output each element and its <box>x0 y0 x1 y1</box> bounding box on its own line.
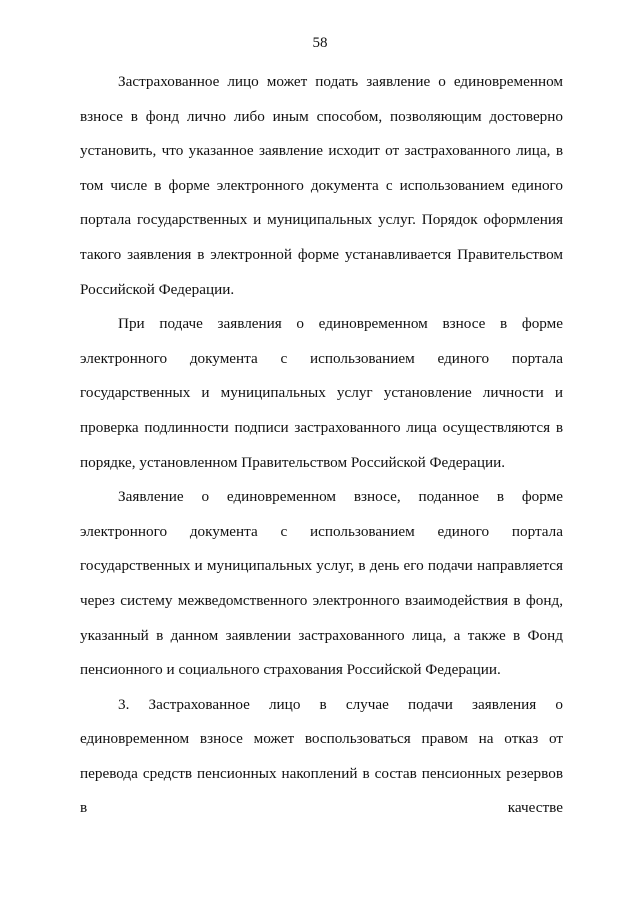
paragraph-3: Заявление о единовременном взносе, поданное в форме электронного документа с использованием единого портала государственных и муниципальных услуг, в день его подачи направляется через систему межведомственного электронного взаимодействия в фонд, указанный в данном заявлении застрахованного лица, а также в Фонд пенсионного и социального страхования Российской Федерации. <box>80 488 563 679</box>
paragraph-2: При подаче заявления о единовременном взносе в форме электронного документа с использованием единого портала государственных и муниципальных услуг установление личности и проверка подлинности подписи застрахованного лица осуществляются в порядке, установленном Правительством Российской Федерации. <box>80 315 563 471</box>
page-number: 58 <box>312 35 328 51</box>
document-body <box>80 65 563 826</box>
paragraph-4: 3. Застрахованное лицо в случае подачи заявления о единовременном взносе может воспользоваться правом на отказ от перевода средств пенсионных накоплений в состав пенсионных резервов в качестве <box>80 695 563 817</box>
paragraph-1: Застрахованное лицо может подать заявление о единовременном взносе в фонд лично либо иным способом, позволяющим достоверно установить, что указанное заявление исходит от застрахованного лица, в том числе в форме электронного документа с использованием единого портала государственных и муниципальных услуг. Порядок оформления такого заявления в электронной форме устанавливается Правительством Российской Федерации. <box>80 73 563 298</box>
